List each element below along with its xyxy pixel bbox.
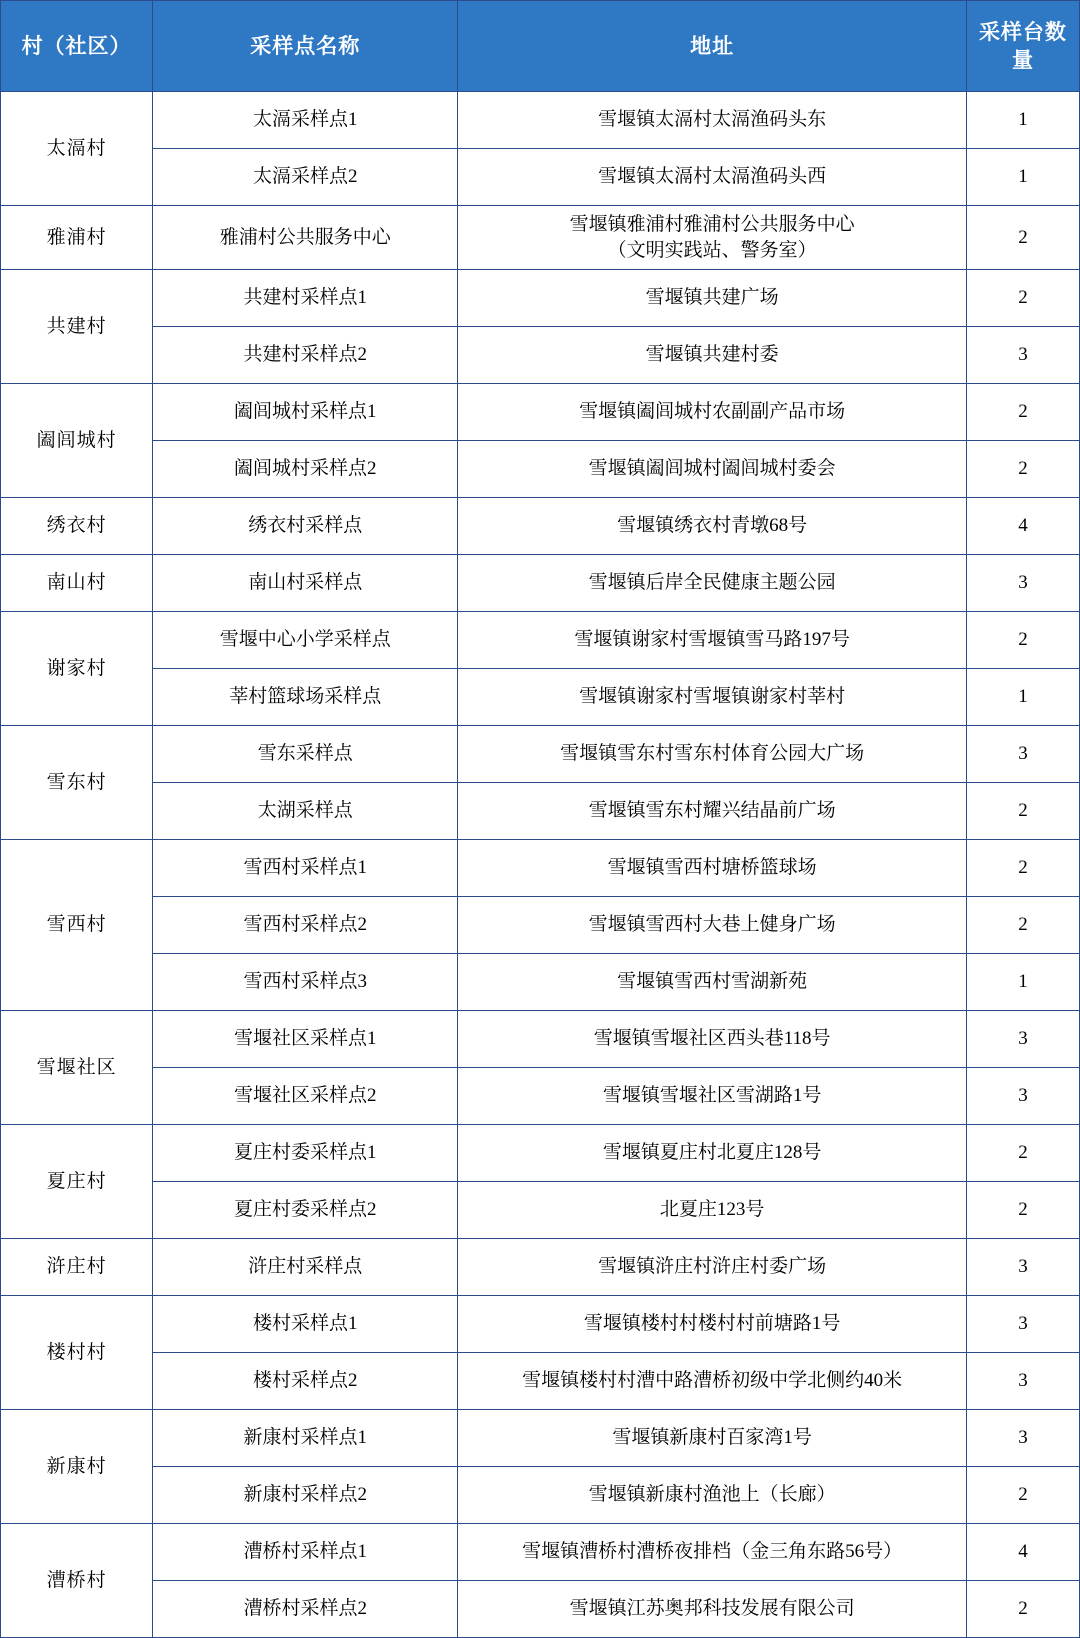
address-cell (458, 498, 966, 555)
table-row (1, 1581, 1080, 1638)
table-header (1, 1, 1080, 92)
table-row (1, 669, 1080, 726)
village-cell: 夏庄村 (1, 1125, 153, 1239)
address-line: 雪堰镇雪东村耀兴结晶前广场 (588, 800, 836, 822)
table-row (1, 206, 1080, 270)
address-cell (458, 384, 966, 441)
table-body (1, 92, 1080, 1638)
table-row (1, 840, 1080, 897)
address-cell (458, 555, 966, 612)
village-cell: 绣衣村 (1, 498, 153, 555)
sampling-station-count-cell: 3 (966, 726, 1079, 783)
address-line: 雪堰镇谢家村雪堰镇谢家村莘村 (579, 686, 846, 708)
address-line: 雪堰镇楼村村楼村村前塘路1号 (583, 1313, 841, 1335)
sampling-point-name-cell: 雪堰中心小学采样点 (153, 612, 458, 669)
address-cell (458, 1467, 966, 1524)
sampling-point-name-cell: 雅浦村公共服务中心 (153, 206, 458, 270)
sampling-point-name-cell: 太湖采样点 (153, 783, 458, 840)
village-cell: 雪东村 (1, 726, 153, 840)
address-cell (458, 954, 966, 1011)
table-row (1, 1353, 1080, 1410)
address-line: （文明实践站、警务室） (607, 239, 817, 261)
address-line: 雪堰镇江苏奥邦科技发展有限公司 (569, 1598, 855, 1620)
address-line: 雪堰镇雅浦村雅浦村公共服务中心 (569, 214, 855, 235)
sampling-point-name-cell: 雪西村采样点3 (153, 954, 458, 1011)
address-cell (458, 783, 966, 840)
address-line: 雪堰镇夏庄村北夏庄128号 (602, 1142, 822, 1164)
address-cell (458, 270, 966, 327)
table-row (1, 1524, 1080, 1581)
table-row (1, 384, 1080, 441)
village-cell: 雪西村 (1, 840, 153, 1011)
address-cell (458, 441, 966, 498)
sampling-point-name-cell: 共建村采样点1 (153, 270, 458, 327)
sampling-station-count-cell: 2 (966, 1467, 1079, 1524)
column-header-village: 村（社区） (1, 1, 153, 92)
address-line: 雪堰镇共建村委 (645, 344, 779, 366)
village-cell: 楼村村 (1, 1296, 153, 1410)
table-row (1, 1125, 1080, 1182)
sampling-station-count-cell: 2 (966, 783, 1079, 840)
table-row (1, 92, 1080, 149)
village-cell: 谢家村 (1, 612, 153, 726)
table-row (1, 270, 1080, 327)
table-row (1, 327, 1080, 384)
sampling-station-count-cell: 2 (966, 612, 1079, 669)
address-cell (458, 726, 966, 783)
table-row (1, 897, 1080, 954)
address-line: 雪堰镇阖闾城村农副副产品市场 (579, 401, 846, 423)
sampling-point-name-cell: 雪西村采样点2 (153, 897, 458, 954)
sampling-point-name-cell: 雪堰社区采样点2 (153, 1068, 458, 1125)
address-line: 雪堰镇楼村村漕中路漕桥初级中学北侧约40米 (522, 1370, 903, 1392)
address-line: 雪堰镇太滆村太滆渔码头西 (598, 166, 827, 188)
table-row (1, 555, 1080, 612)
address-line: 雪堰镇阖闾城村阖闾城村委会 (588, 458, 836, 480)
sampling-point-name-cell: 漕桥村采样点2 (153, 1581, 458, 1638)
sampling-point-name-cell: 漕桥村采样点1 (153, 1524, 458, 1581)
sampling-station-count-cell: 1 (966, 92, 1079, 149)
sampling-station-count-cell: 2 (966, 1125, 1079, 1182)
table-row (1, 1068, 1080, 1125)
table-row (1, 726, 1080, 783)
sampling-station-count-cell: 3 (966, 1410, 1079, 1467)
sampling-point-name-cell: 太滆采样点2 (153, 149, 458, 206)
address-cell (458, 92, 966, 149)
sampling-station-count-cell: 3 (966, 1296, 1079, 1353)
sampling-point-name-cell: 南山村采样点 (153, 555, 458, 612)
sampling-point-name-cell: 阖闾城村采样点2 (153, 441, 458, 498)
table-row (1, 954, 1080, 1011)
sampling-station-count-cell: 2 (966, 840, 1079, 897)
address-cell (458, 897, 966, 954)
address-line: 雪堰镇雪西村塘桥篮球场 (607, 857, 817, 879)
sampling-station-count-cell: 2 (966, 441, 1079, 498)
table-row (1, 612, 1080, 669)
sampling-point-name-cell: 楼村采样点2 (153, 1353, 458, 1410)
address-line: 雪堰镇绣衣村青墩68号 (617, 515, 808, 537)
village-cell: 太滆村 (1, 92, 153, 206)
address-cell (458, 149, 966, 206)
table-row (1, 441, 1080, 498)
column-header-count: 采样台数量 (966, 1, 1079, 92)
address-cell (458, 1581, 966, 1638)
sampling-point-name-cell: 雪东采样点 (153, 726, 458, 783)
sampling-station-count-cell: 2 (966, 897, 1079, 954)
table-row (1, 1467, 1080, 1524)
sampling-station-count-cell: 2 (966, 384, 1079, 441)
table-row (1, 783, 1080, 840)
table-row (1, 1182, 1080, 1239)
village-cell: 新康村 (1, 1410, 153, 1524)
sampling-point-name-cell: 新康村采样点1 (153, 1410, 458, 1467)
column-header-address: 地址 (458, 1, 966, 92)
address-line: 雪堰镇太滆村太滆渔码头东 (598, 109, 827, 131)
sampling-station-count-cell: 3 (966, 555, 1079, 612)
address-line: 雪堰镇雪西村大巷上健身广场 (588, 914, 836, 936)
sampling-point-name-cell: 楼村采样点1 (153, 1296, 458, 1353)
village-cell: 阖闾城村 (1, 384, 153, 498)
sampling-station-count-cell: 1 (966, 954, 1079, 1011)
table-row (1, 149, 1080, 206)
village-cell: 南山村 (1, 555, 153, 612)
sampling-station-count-cell: 2 (966, 270, 1079, 327)
sampling-point-name-cell: 夏庄村委采样点1 (153, 1125, 458, 1182)
address-line: 雪堰镇雪西村雪湖新苑 (617, 971, 808, 993)
village-cell: 漕桥村 (1, 1524, 153, 1638)
sampling-station-count-cell: 3 (966, 1068, 1079, 1125)
sampling-point-name-cell: 雪西村采样点1 (153, 840, 458, 897)
table-row (1, 498, 1080, 555)
sampling-station-count-cell: 3 (966, 1011, 1079, 1068)
sampling-station-count-cell: 4 (966, 498, 1079, 555)
table-row (1, 1296, 1080, 1353)
address-cell (458, 669, 966, 726)
sampling-point-name-cell: 雪堰社区采样点1 (153, 1011, 458, 1068)
sampling-point-name-cell: 浒庄村采样点 (153, 1239, 458, 1296)
sampling-station-count-cell: 3 (966, 1353, 1079, 1410)
sampling-point-name-cell: 太滆采样点1 (153, 92, 458, 149)
column-header-point-name: 采样点名称 (153, 1, 458, 92)
address-line: 雪堰镇新康村渔池上（长廊） (588, 1484, 836, 1506)
village-cell: 雅浦村 (1, 206, 153, 270)
address-cell (458, 1296, 966, 1353)
table-header-row (1, 1, 1080, 92)
table-row (1, 1410, 1080, 1467)
address-line: 雪堰镇后岸全民健康主题公园 (588, 572, 836, 594)
table-row (1, 1011, 1080, 1068)
sampling-station-count-cell: 2 (966, 206, 1079, 270)
address-cell (458, 1125, 966, 1182)
address-line: 雪堰镇谢家村雪堰镇雪马路197号 (574, 629, 850, 651)
village-cell: 雪堰社区 (1, 1011, 153, 1125)
sampling-station-count-cell: 4 (966, 1524, 1079, 1581)
address-line: 雪堰镇雪堰社区西头巷118号 (593, 1028, 831, 1050)
address-line: 北夏庄123号 (659, 1199, 765, 1221)
table-row (1, 1239, 1080, 1296)
address-cell (458, 1524, 966, 1581)
sampling-station-count-cell: 3 (966, 1239, 1079, 1296)
address-cell (458, 612, 966, 669)
address-line: 雪堰镇浒庄村浒庄村委广场 (598, 1256, 827, 1278)
sampling-station-count-cell: 2 (966, 1182, 1079, 1239)
address-cell (458, 1068, 966, 1125)
address-cell (458, 1011, 966, 1068)
address-cell (458, 327, 966, 384)
sampling-point-name-cell: 阖闾城村采样点1 (153, 384, 458, 441)
sampling-point-name-cell: 绣衣村采样点 (153, 498, 458, 555)
village-cell: 浒庄村 (1, 1239, 153, 1296)
address-line: 雪堰镇漕桥村漕桥夜排档（金三角东路56号） (522, 1541, 903, 1563)
sampling-station-count-cell: 1 (966, 669, 1079, 726)
address-cell (458, 1239, 966, 1296)
address-cell (458, 1182, 966, 1239)
sampling-point-name-cell: 夏庄村委采样点2 (153, 1182, 458, 1239)
address-line: 雪堰镇雪东村雪东村体育公园大广场 (560, 743, 865, 765)
sampling-station-count-cell: 2 (966, 1581, 1079, 1638)
address-cell (458, 840, 966, 897)
address-cell (458, 1353, 966, 1410)
sampling-point-name-cell: 莘村篮球场采样点 (153, 669, 458, 726)
address-line: 雪堰镇新康村百家湾1号 (612, 1427, 812, 1449)
sampling-point-name-cell: 共建村采样点2 (153, 327, 458, 384)
address-line: 雪堰镇雪堰社区雪湖路1号 (602, 1085, 822, 1107)
village-cell: 共建村 (1, 270, 153, 384)
address-line: 雪堰镇共建广场 (645, 287, 779, 309)
sampling-station-count-cell: 3 (966, 327, 1079, 384)
address-cell (458, 1410, 966, 1467)
address-cell (458, 206, 966, 270)
sampling-point-name-cell: 新康村采样点2 (153, 1467, 458, 1524)
sampling-station-count-cell: 1 (966, 149, 1079, 206)
